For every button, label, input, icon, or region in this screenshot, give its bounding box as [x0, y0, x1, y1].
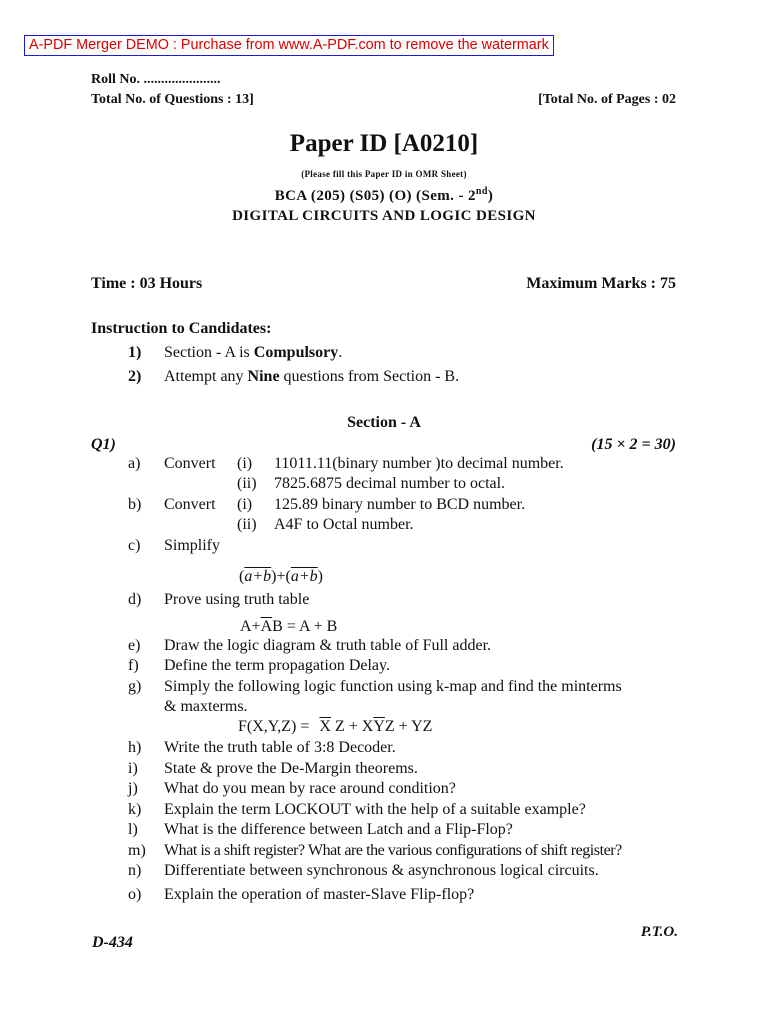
question-number: Q1): [91, 436, 116, 453]
question-text: Convert: [164, 496, 216, 513]
question-label: n): [128, 862, 142, 879]
total-questions: Total No. of Questions : 13]: [91, 92, 254, 107]
question-text: Draw the logic diagram & truth table of Full adder.: [164, 637, 492, 654]
paper-code: D-434: [92, 934, 133, 951]
course-code: BCA (205) (S05) (O) (Sem. - 2nd): [274, 186, 494, 204]
simplify-expression: (a+b)+(a+b): [239, 568, 323, 585]
question-text: Convert: [164, 455, 216, 472]
question-label: o): [128, 886, 142, 903]
question-text: Define the term propagation Delay.: [164, 657, 390, 674]
page-turn-note: P.T.O.: [640, 924, 678, 940]
sub-part-number: (i): [237, 496, 253, 513]
question-label: i): [128, 760, 138, 777]
question-text: 125.89 binary number to BCD number.: [274, 496, 526, 513]
sub-part-number: (ii): [237, 475, 257, 492]
question-text: Simply the following logic function using k-map and find the minterms: [164, 678, 622, 695]
instruction-item: Attempt any Nine questions from Section - B.: [164, 368, 460, 385]
total-pages: [Total No. of Pages : 02: [538, 92, 676, 107]
question-label: k): [128, 801, 142, 818]
paper-id-note: (Please fill this Paper ID in OMR Sheet): [301, 169, 467, 179]
time-allowed: Time : 03 Hours: [91, 275, 203, 292]
question-label: f): [128, 657, 139, 674]
question-marks: (15 × 2 = 30): [591, 436, 676, 453]
question-text: Write the truth table of 3:8 Decoder.: [164, 739, 396, 756]
question-label: c): [128, 537, 141, 554]
question-text: 7825.6875 decimal number to octal.: [274, 475, 506, 492]
maximum-marks: Maximum Marks : 75: [526, 275, 676, 292]
question-label: m): [128, 842, 146, 859]
roll-no: Roll No. ......................: [91, 72, 221, 87]
question-label: a): [128, 455, 141, 472]
question-text: Explain the term LOCKOUT with the help of a suitable example?: [164, 801, 586, 818]
logic-function-expression: $F(X,Y,Z) = \overline{X}$ $Z + X\overline{Y}Z$ + YZ: [238, 718, 433, 735]
section-title: Section - A: [347, 414, 421, 431]
instruction-item: Section - A is Compulsory.: [164, 344, 343, 361]
question-text: What is the difference between Latch and a Flip-Flop?: [164, 821, 513, 838]
question-label: d): [128, 591, 142, 608]
question-text: 11011.11(binary number )to decimal number.: [274, 455, 564, 472]
question-text: & maxterms.: [164, 698, 248, 715]
paper-id: Paper ID [A0210]: [289, 130, 479, 157]
question-label: g): [128, 678, 142, 695]
subject-title: DIGITAL CIRCUITS AND LOGIC DESIGN: [232, 208, 536, 224]
question-text: What do you mean by race around condition?: [164, 780, 456, 797]
instruction-number: 1): [128, 344, 142, 361]
question-text: What is a shift register? What are the various configurations of shift register?: [164, 842, 622, 859]
instruction-number: 2): [128, 368, 142, 385]
truth-table-expression: $A+\overline{A}B = A + B$: [240, 618, 338, 635]
question-text: A4F to Octal number.: [274, 516, 414, 533]
question-text: Explain the operation of master-Slave Flip-flop?: [164, 886, 475, 903]
question-label: b): [128, 496, 142, 513]
question-label: j): [128, 780, 138, 797]
question-label: l): [128, 821, 138, 838]
question-text: Simplify: [164, 537, 221, 554]
question-label: e): [128, 637, 141, 654]
question-label: h): [128, 739, 142, 756]
sub-part-number: (i): [237, 455, 253, 472]
question-text: State & prove the De-Margin theorems.: [164, 760, 418, 777]
watermark-banner: A-PDF Merger DEMO : Purchase from www.A-PDF.com to remove the watermark: [24, 35, 554, 56]
instructions-heading: Instruction to Candidates:: [91, 320, 272, 337]
question-text: Differentiate between synchronous & asynchronous logical circuits.: [164, 862, 599, 879]
question-text: Prove using truth table: [164, 591, 310, 608]
sub-part-number: (ii): [237, 516, 257, 533]
